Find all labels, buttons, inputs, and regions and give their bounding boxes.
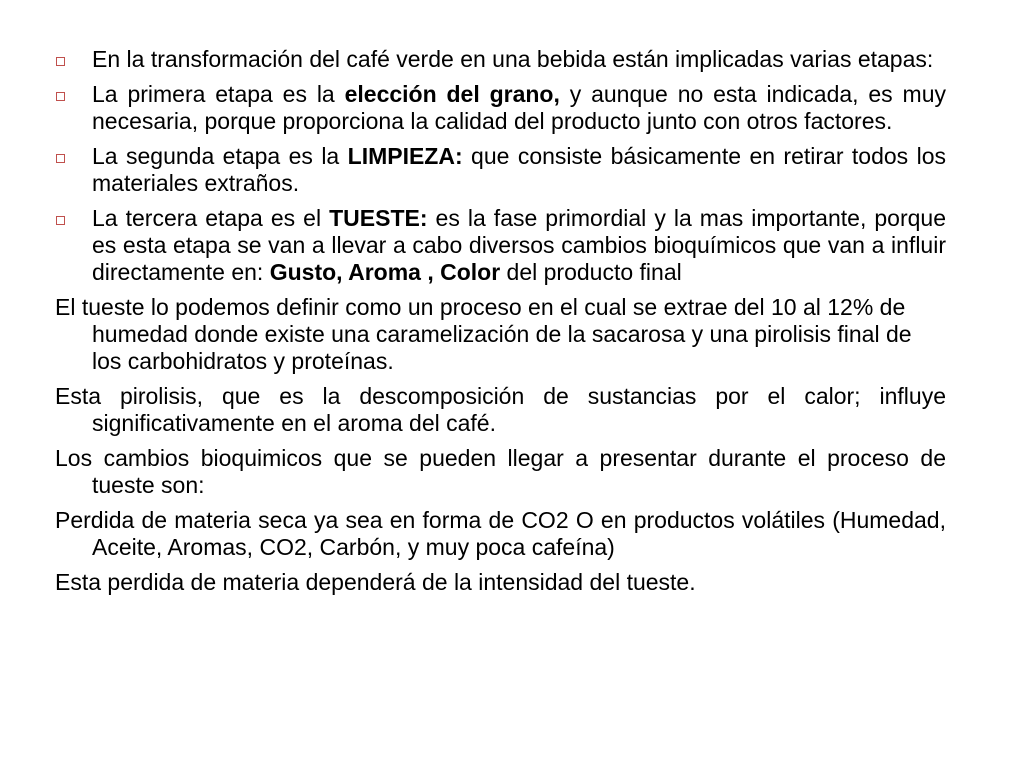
bullet-item [55, 205, 946, 286]
bullet-text: es la fase primordial y la mas importante, porque es esta etapa se van a llevar a cabo diversos cambios bioquímicos que van a influir directamente en: [92, 205, 946, 285]
paragraph: Esta pirolisis, que es la descomposición de sustancias por el calor; influye significativamente en el aroma del café. [55, 383, 946, 436]
bullet-bold-text: elección del grano, [344, 81, 560, 107]
paragraph: Perdida de materia seca ya sea en forma de CO2 O en productos volátiles (Humedad, Aceite, Aromas, CO2, Carbón, y muy poca cafeína) [55, 507, 946, 560]
bullet-item [55, 81, 946, 135]
bullet-bold-text: LIMPIEZA: [347, 143, 463, 169]
paragraph: Esta perdida de materia dependerá de la intensidad del tueste. [55, 569, 696, 595]
hollow-square-icon [56, 92, 65, 101]
bullet-bold-text: TUESTE: [329, 205, 428, 231]
bullet-text: En la transformación del café verde en una bebida están implicadas varias etapas: [92, 46, 934, 72]
slide-body [55, 46, 946, 604]
bullet-text: La tercera etapa es el [92, 205, 330, 231]
paragraph: El tueste lo podemos definir como un proceso en el cual se extrae del 10 al 12% de humedad donde existe una caramelización de la sacarosa y una pirolisis final de los carbohidratos y proteínas. [55, 294, 912, 374]
bullet-text: y aunque no esta indicada, es muy necesaria, porque proporciona la calidad del producto junto con otros factores. [92, 81, 946, 134]
hollow-square-icon [56, 216, 65, 225]
bullet-bold-text: Gusto, Aroma , Color [269, 259, 501, 285]
paragraph: Los cambios bioquimicos que se pueden llegar a presentar durante el proceso de tueste son: [55, 445, 946, 498]
bullet-text: del producto final [500, 259, 682, 285]
hollow-square-icon [56, 57, 65, 66]
bullet-item [55, 46, 946, 73]
bullet-text: La primera etapa es la [92, 81, 345, 107]
bullet-item [55, 143, 946, 197]
bullet-text: que consiste básicamente en retirar todos los materiales extraños. [92, 143, 946, 196]
bullet-text: La segunda etapa es la [92, 143, 348, 169]
hollow-square-icon [56, 154, 65, 163]
